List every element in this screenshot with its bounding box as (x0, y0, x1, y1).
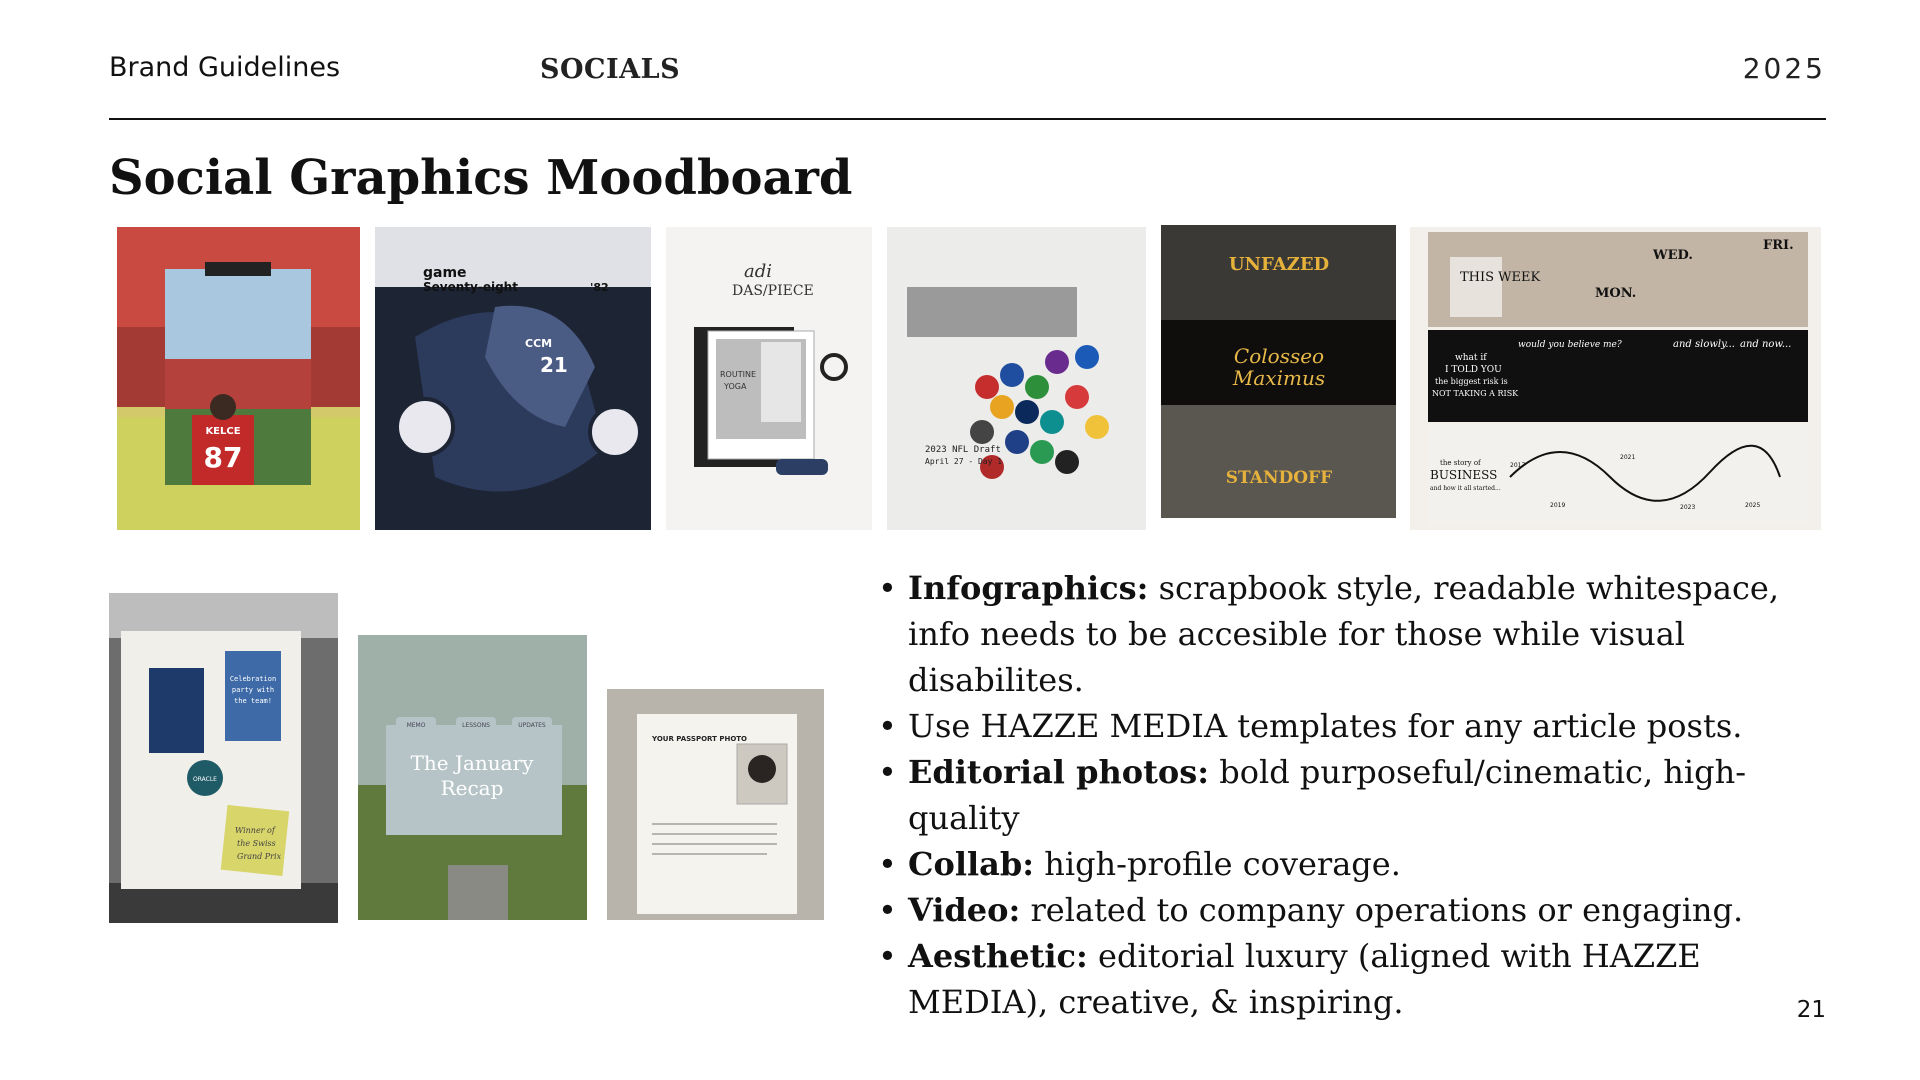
adidas-sub-text: YOGA (724, 382, 747, 391)
moodboard-image-nfl-draft (887, 227, 1146, 530)
scrapbook-year4-text: 2023 (1680, 504, 1696, 511)
bullet-collab-label: Collab: (908, 845, 1035, 883)
scrapbook-story2-text: BUSINESS (1430, 468, 1498, 482)
coliseum-mid1-text: Colosseo (1233, 344, 1325, 368)
scrapbook-told1-text: what if (1455, 353, 1487, 363)
scrapbook-year3-text: 2021 (1620, 454, 1636, 461)
adidas-label-text: ROUTINE (720, 370, 756, 379)
page-title: Social Graphics Moodboard (109, 150, 853, 206)
header-year: 2025 (1742, 52, 1826, 85)
scrapbook-year2-text: 2019 (1550, 502, 1566, 509)
scrapbook-told3-text: the biggest risk is (1435, 377, 1508, 386)
bullet-infographics-text: scrapbook style, readable whitespace, info needs to be accesible for those while visual disabilites. (908, 569, 1779, 699)
coliseum-mid2-text: Maximus (1232, 366, 1326, 390)
bullet-infographics-label: Infographics: (908, 569, 1149, 607)
bullet-aesthetic-label: Aesthetic: (908, 937, 1088, 975)
guideline-bullet-list (878, 565, 1828, 1025)
bullet-collab (878, 841, 1828, 887)
planner-logo-text: ORACLE (193, 776, 217, 783)
coliseum-bottom-text: STANDOFF (1225, 468, 1333, 488)
scrapbook-now-text: and now... (1740, 339, 1792, 350)
bullet-editorial-photos-label: Editorial photos: (908, 753, 1210, 791)
scrapbook-year5-text: 2025 (1745, 502, 1761, 509)
moodboard-image-january-recap (358, 635, 587, 920)
adidas-line2-text: DAS/PIECE (732, 283, 814, 299)
bullet-infographics (878, 565, 1828, 703)
header-divider (109, 118, 1826, 120)
planner-note3-text: the team! (234, 697, 272, 705)
planner-note1-text: Celebration (229, 675, 277, 683)
kelce-name-text: KELCE (205, 426, 241, 437)
moodboard-image-scrapbook (1410, 227, 1821, 530)
scrapbook-fri-text: FRI. (1763, 238, 1794, 253)
scrapbook-slowly-text: and slowly... (1673, 339, 1735, 350)
coliseum-top-text: UNFAZED (1228, 254, 1330, 275)
recap-line2-text: Recap (440, 776, 504, 800)
moodboard-image-kelce (117, 227, 360, 530)
recap-tab1-text: MEMO (406, 722, 426, 729)
bullet-templates (878, 703, 1828, 749)
bullet-editorial-photos-text: bold purposeful/cinematic, high-quality (908, 753, 1747, 837)
planner-sticky2-text: the Swiss (237, 839, 276, 848)
header-brand-guidelines: Brand Guidelines (109, 52, 341, 83)
bullet-templates-text: Use HAZZE MEDIA templates for any article posts. (908, 707, 1743, 745)
hockey-line1-text: game (423, 265, 467, 281)
bullet-video-text: related to company operations or engaging. (1020, 891, 1744, 929)
scrapbook-mon-text: MON. (1595, 286, 1637, 301)
scrapbook-told4-text: NOT TAKING A RISK (1432, 389, 1519, 398)
bullet-editorial-photos (878, 749, 1828, 841)
page-number: 21 (1796, 997, 1826, 1023)
adidas-line1-text: adi (744, 261, 773, 282)
bullet-aesthetic (878, 933, 1828, 1025)
kelce-number-text: 87 (203, 441, 243, 474)
hockey-brand-text: CCM (525, 337, 553, 350)
moodboard-image-hockey (375, 227, 651, 530)
planner-sticky3-text: Grand Prix (237, 852, 282, 861)
scrapbook-week-text: THIS WEEK (1460, 270, 1541, 285)
scrapbook-told2-text: I TOLD YOU (1445, 365, 1502, 375)
recap-tab2-text: LESSONS (462, 722, 490, 729)
draft-sub-text: April 27 - Day 1 (925, 457, 1003, 466)
passport-title-text: YOUR PASSPORT PHOTO (652, 735, 747, 743)
recap-line1-text: The January (410, 751, 534, 775)
moodboard-image-colosseum (1161, 225, 1396, 518)
bullet-video (878, 887, 1828, 933)
header-section-title: SOCIALS (540, 54, 681, 85)
bullet-video-label: Video: (908, 891, 1021, 929)
hockey-tag-text: '82 (590, 281, 609, 294)
recap-tab3-text: UPDATES (518, 722, 546, 729)
moodboard-image-adidas (666, 227, 872, 530)
hockey-number-text: 21 (540, 353, 568, 377)
scrapbook-year1-text: 2017 (1510, 462, 1526, 469)
scrapbook-wed-text: WED. (1653, 248, 1693, 263)
scrapbook-story3-text: and how it all started... (1430, 485, 1501, 492)
moodboard-image-planner (109, 593, 338, 923)
scrapbook-story1-text: the story of (1440, 459, 1481, 467)
scrapbook-believe-text: would you believe me? (1518, 340, 1622, 350)
draft-caption-text: 2023 NFL Draft (925, 445, 1001, 455)
hockey-line2-text: Seventy-eight (423, 280, 518, 294)
planner-note2-text: party with (231, 686, 275, 694)
moodboard-image-passport (607, 689, 824, 920)
bullet-aesthetic-text: editorial luxury (aligned with HAZZE MEDIA), creative, & inspiring. (908, 937, 1701, 1021)
bullet-collab-text: high-profile coverage. (1034, 845, 1401, 883)
planner-sticky1-text: Winner of (235, 826, 275, 835)
